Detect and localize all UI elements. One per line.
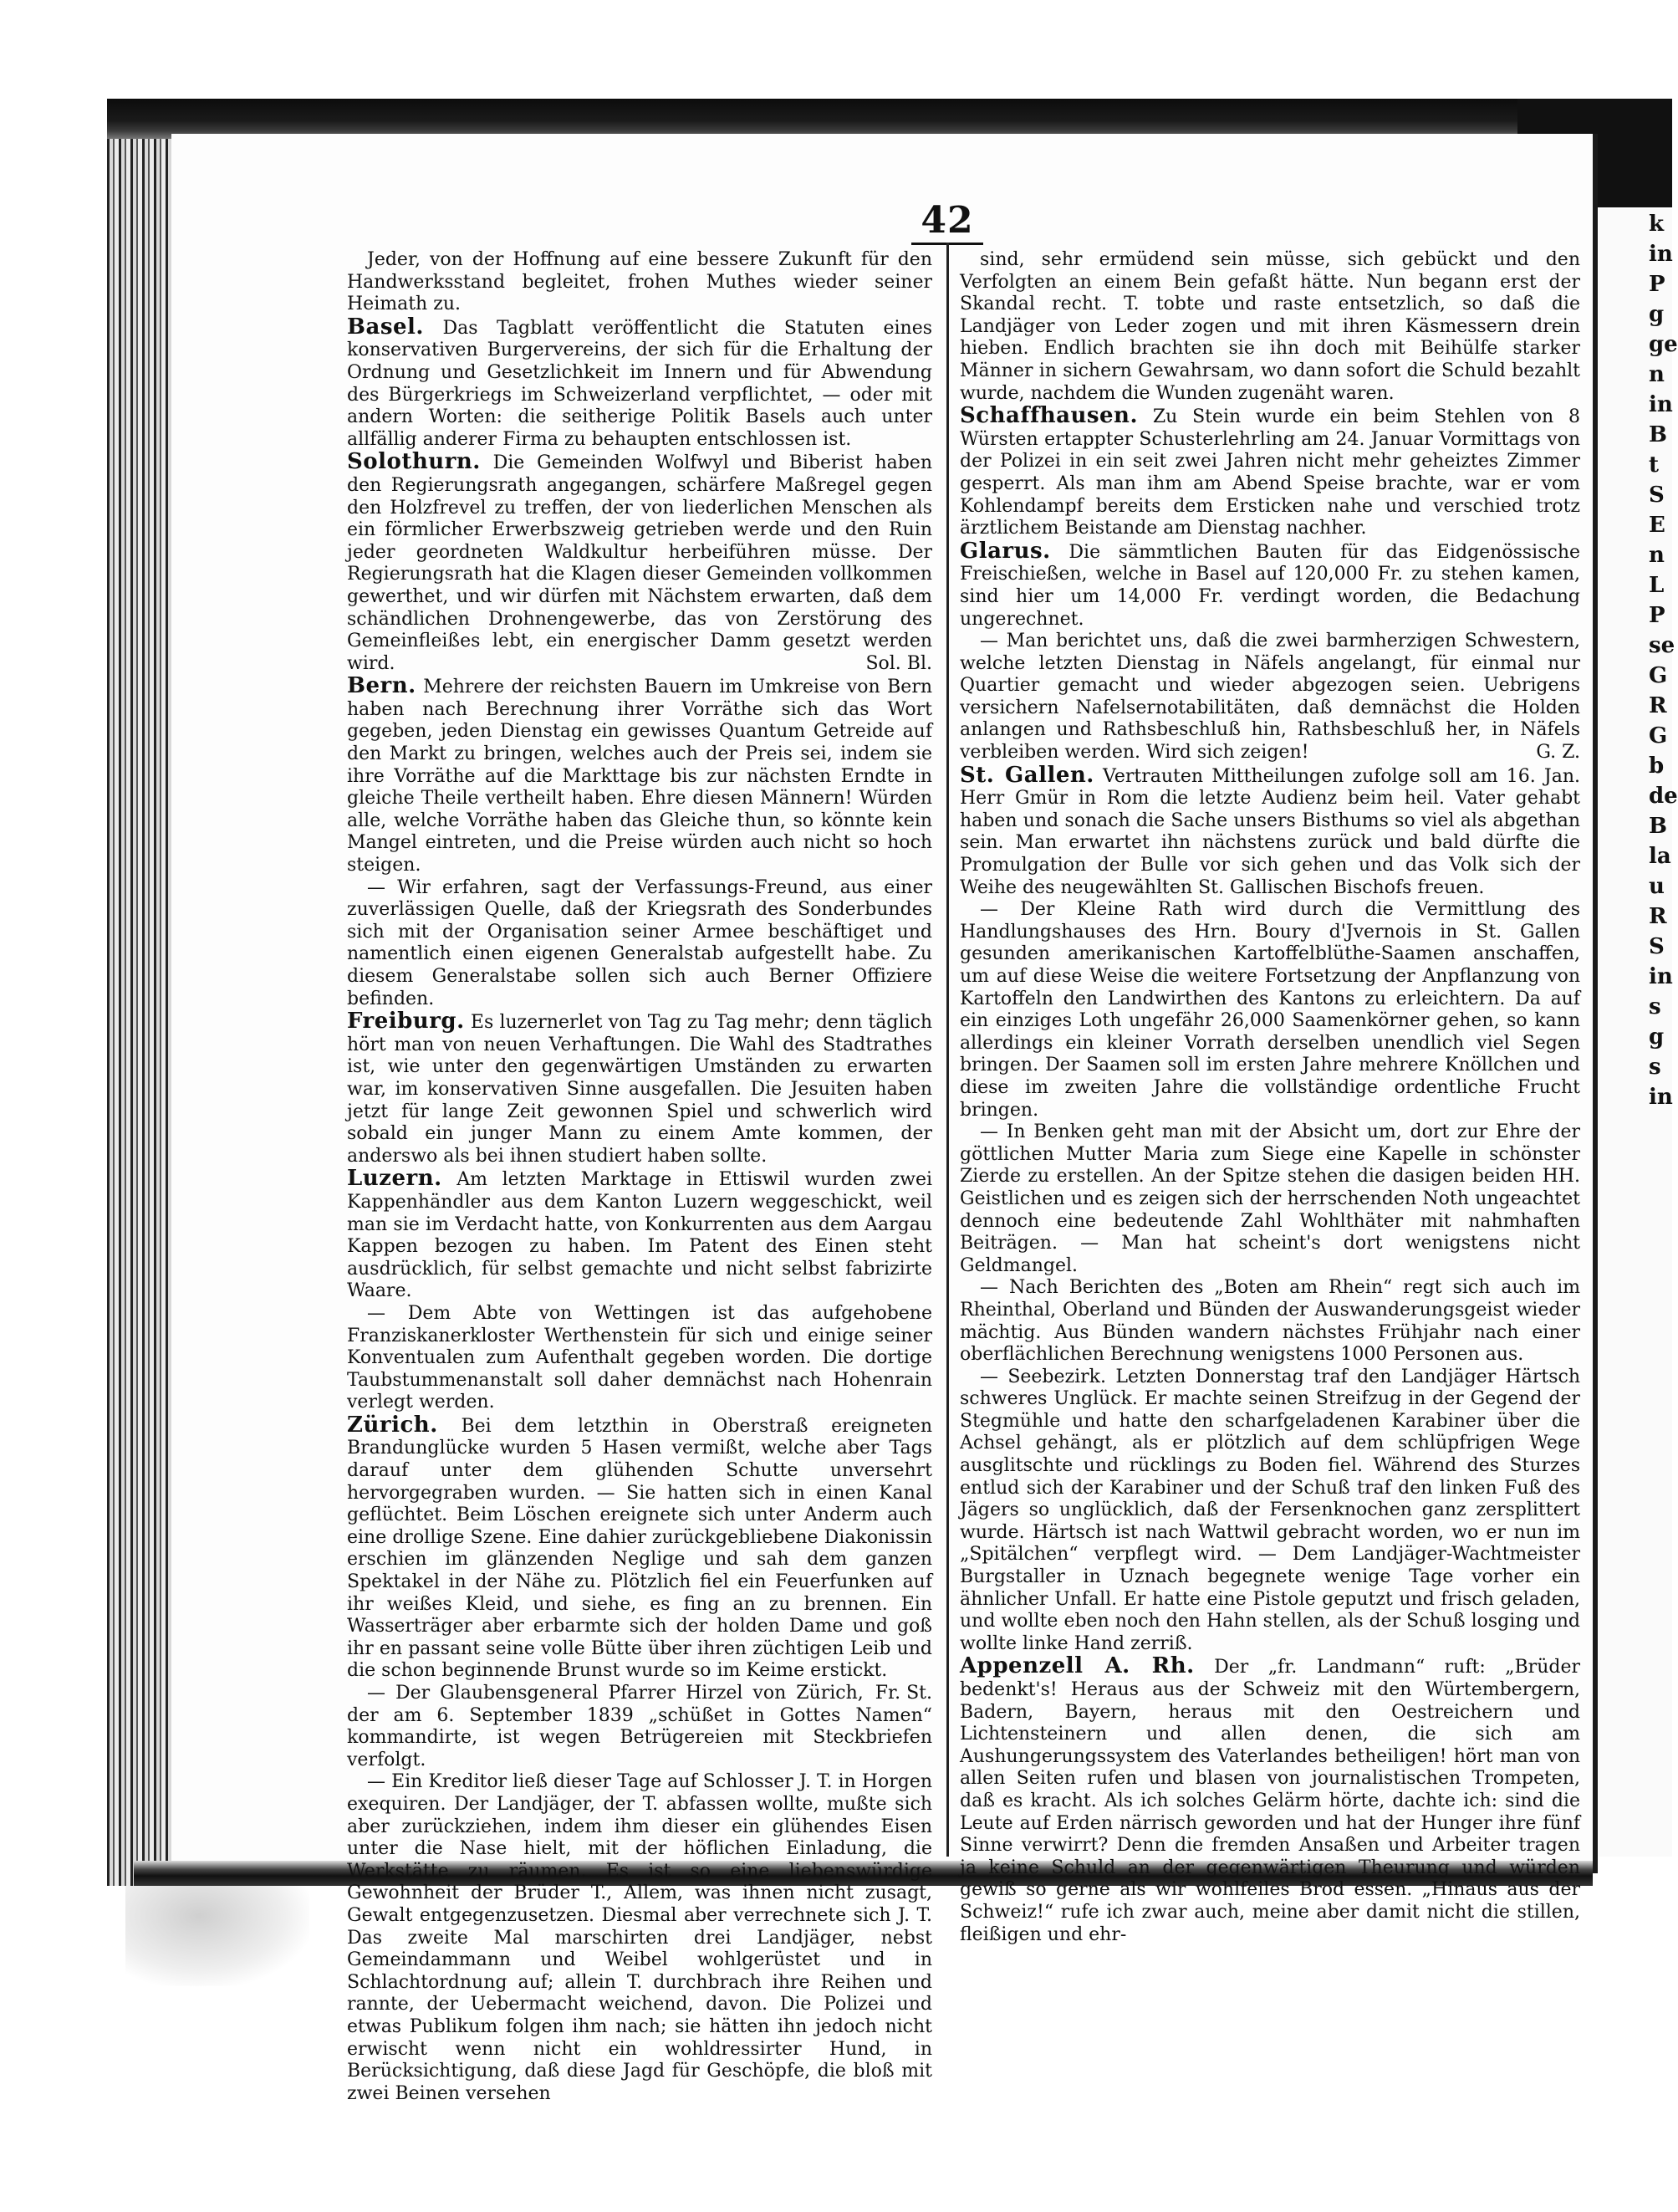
article-heading: Zürich. (347, 1412, 438, 1438)
article-zuerich2 (347, 1683, 932, 1771)
adjacent-page-text: g (1649, 1024, 1665, 1050)
article-text: — Ein Kreditor ließ dieser Tage auf Schlosser J. T. in Horgen exequiren. Der Landjäger, der T. abfassen wollte, mußte sich aber zurückziehen, indem ihm dieser ein glühendes Eisen unter die Nase hielt, mit der höflichen Einladung, die Werkstätte zu räumen. Es ist so eine liebenswürdige Gewohnheit der Brüder T., Allem, was ihnen nicht zusagt, Gewalt entgegenzusetzen. Diesmal aber verrechnete sich J. T. Das zweite Mal marschirten drei Landjäger, nebst Gemeindammann und Weibel wohlgerüstet und in Schlachtordnung auf; allein T. durchbrach ihre Reihen und rannte, der Uebermacht weichend, davon. Die Polizei und etwas Publikum folgen ihm nach; sie hätten ihn jedoch nicht erwischt wenn nicht ein wohldressirter Hund, in Berücksichtigung, daß diese Jagd für Geschöpfe, die bloß mit zwei Beinen versehen (347, 1771, 932, 2104)
article-text: Mehrere der reichsten Bauern im Umkreise von Bern haben nach Berechnung ihrer Vorräthe sich das Wort gegeben, jeden Dienstag ein gewisses Quantum Getreide auf den Markt zu bringen, welches auch der Preis sei, indem sie ihre Vorräthe auf die Markttage bis zur nächsten Erndte in gleiche Theile vertheilt haben. Ehre diesen Männern! Würden alle, welche Vorräthe haben das Gleiche thun, so könnte kein Mangel eintreten, und die Preise würden auch nicht so hoch steigen. (347, 677, 933, 876)
article-heading: Freiburg. (347, 1009, 465, 1034)
adjacent-page-text: in (1649, 964, 1673, 989)
adjacent-page-text: P (1649, 272, 1665, 297)
article-heading: Basel. (347, 314, 424, 340)
article-text: — Der Kleine Rath wird durch die Vermittlung des Handlungshauses des Hrn. Boury d'Jvernois in St. Gallen gesunden amerikanischen Kartoffelblüthe-Saamen anschaffen, um auf diese Weise die weitere Fortsetzung der Anpflanzung von Kartoffeln den Landwirthen des Kantons zu erleichtern. Da auf ein einziges Loth ungefähr 26,000 Saamenkörner gehen, so kann allerdings ein kleiner Vorrath derselben unendlich viel Segen bringen. Der Saamen soll im ersten Jahre mehrere Knöllchen und diese im zweiten Jahre die vollständige ordentliche Frucht bringen. (960, 899, 1580, 1121)
article-freiburg (347, 1010, 932, 1167)
adjacent-page-text: in (1649, 242, 1673, 267)
adjacent-page-text: R (1649, 904, 1667, 929)
article-luzern2 (347, 1303, 932, 1414)
adjacent-page-text: la (1649, 844, 1671, 869)
page-number: 42 (921, 199, 974, 242)
article-text: — Wir erfahren, sagt der Verfassungs-Freund, aus einer zuverlässigen Quelle, daß der Kriegsrath des Sonderbundes sich mit der Organisation seiner Armee beschäftiget und namentlich einen eigenen Generalstab aufgestellt habe. Zu diesem Generalstabe sollen sich auch Berner Offiziere befinden. (347, 876, 932, 1009)
book-spine-edge (107, 99, 174, 1888)
article-text: — Dem Abte von Wettingen ist das aufgehobene Franziskanerkloster Werthenstein für sich und einige seiner Konventualen zum Aufenthalt gegeben worden. Die dortige Taubstummenanstalt soll daher demnächst nach Hohenrain verlegt werden. (347, 1302, 932, 1413)
article-glarus2 (960, 631, 1580, 764)
adjacent-page-text: S (1649, 934, 1665, 959)
article-text: — Man berichtet uns, daß die zwei barmherzigen Schwestern, welche letzten Dienstag in Näfels angelangt, für einmal nur Quartier gemacht und wieder abgezogen seien. Uebrigens versichern Nafelsernotabilitäten, daß demnächst die Holden anlangen und Rathsbeschluß hin, Rathsbeschluß her, in Näfels verbleiben werden. Wird sich zeigen! (960, 631, 1580, 764)
article-text: Es luzernerlet von Tag zu Tag mehr; denn täglich hört man von neuen Verhaftungen. Die Wahl des Stadtrathes ist, wie unter den gegenwärtigen Umständen zu erwarten war, im konservativen Sinne ausgefallen. Die Jesuiten haben jetzt für lange Zeit gewonnen Spiel und schwerlich wird sobald ein junger Mann zu einem Amte kommen, der anderswo als bei ihnen studiert haben sollte. (347, 1012, 933, 1167)
article-stgallen5 (960, 1367, 1580, 1656)
article-zuerich (347, 1412, 932, 1704)
adjacent-page-text: E (1649, 513, 1665, 538)
article-zuerich3 (347, 1771, 932, 2105)
article-text: Die Gemeinden Wolfwyl und Biberist haben den Regierungsrath angegangen, schärfere Maßregel gegen den Holzfrevel zu treffen, der von liederlichen Menschen als ein förmlicher Erwerbszweig getrieben werde und den Ruin jeder geordneten Waldkultur herbeiführen müsse. Der Regierungsrath hat die Klagen dieser Gemeinden vollkommen gewerthet, und wir dürfen mit Nächstem erwarten, daß dem schändlichen Drohnengewerbe, das von Zerstörung des Gemeinfleißes lebt, ein energischer Damm gesetzt werden wird. (347, 452, 932, 674)
article-signature: G. Z. (1536, 742, 1580, 764)
article-text: sind, sehr ermüdend sein müsse, sich gebückt und den Verfolgten an einem Bein gefaßt hätte. Nun begann erst der Skandal recht. T. tobte und raste entsetzlich, so daß die Landjäger von Leder zogen und mit ihren Käsmessern drein hieben. Endlich brachten sie ihn doch mit Beihülfe starker Männer in sichern Gewahrsam, wo dann sofort die Schuld bezahlt wurde, nachdem die Wunden zugenäht waren. (960, 249, 1580, 404)
article-stgallen (960, 764, 1580, 900)
article-heading: Bern. (347, 673, 416, 699)
article-lead (347, 249, 932, 316)
adjacent-page-text: u (1649, 874, 1665, 899)
article-solothurn (347, 451, 932, 675)
article-heading: Glarus. (960, 538, 1051, 564)
article-heading: Solothurn. (347, 449, 481, 475)
article-bern (347, 675, 932, 876)
article-appenzell (960, 1655, 1580, 1946)
article-basel (347, 316, 932, 452)
article-text: Jeder, von der Hoffnung auf eine bessere Zukunft für den Handwerksstand begleitet, frohen Muthes wieder seiner Heimath zu. (347, 249, 932, 315)
left-column (347, 249, 932, 2105)
article-text: Vertrauten Mittheilungen zufolge soll am 16. Jan. Herr Gmür in Rom die letzte Audienz beim heil. Vater gehabt haben und sonach die Sache unsers Bisthums so viel als abgethan sein. Man erwartet ihn nächstens zurück und bald dürfte die Promulgation der Bulle vor sich gehen und das Volk sich der Weihe des neugewählten St. Gallischen Bischofs freuen. (960, 765, 1580, 898)
adjacent-page-text: L (1649, 573, 1665, 598)
adjacent-page-text: s (1649, 994, 1661, 1019)
adjacent-page-text: se (1649, 633, 1675, 658)
adjacent-page-text: in (1649, 392, 1673, 417)
article-signature: Sol. Bl. (865, 652, 932, 674)
adjacent-page-text: B (1649, 422, 1667, 447)
adjacent-page-text: s (1649, 1055, 1661, 1080)
article-cont (960, 249, 1580, 405)
article-text: Die sämmtlichen Bauten für das Eidgenössische Freischießen, welche in Basel auf 120,000 Fr. zu stehen kamen, sind hier um 14,000 Fr. verdingt worden, die Bedachung ungerechnet. (960, 541, 1581, 630)
article-heading: Appenzell A. Rh. (960, 1653, 1195, 1679)
adjacent-page-text: b (1649, 754, 1665, 779)
adjacent-page-text: R (1649, 693, 1667, 718)
article-text: — Nach Berichten des „Boten am Rhein“ regt sich auch im Rheinthal, Oberland und Bünden der Auswanderungsgeist wieder mächtig. Aus Bünden wandern nächstes Frühjahr nach einer oberflächlichen Berechnung wenigstens 1000 Personen aus. (960, 1277, 1580, 1366)
article-text: Am letzten Marktage in Ettiswil wurden zwei Kappenhändler aus dem Kanton Luzern weggeschickt, weil man sie im Verdacht hatte, von Konkurrenten aus dem Aargau Kappen bezogen zu haben. Im Patent des Einen steht ausdrücklich, für selbst gemachte und nicht selbst fabrizirte Waare. (347, 1169, 933, 1302)
adjacent-page-text: B (1649, 814, 1667, 839)
page-right-edge (1593, 134, 1598, 1873)
article-signature: Fr. St. (875, 1683, 932, 1704)
adjacent-page-text: n (1649, 543, 1665, 568)
adjacent-page-text: g (1649, 302, 1665, 327)
article-text: Das Tagblatt veröffentlicht die Statuten eines konservativen Burgervereins, der sich für die Erhaltung der Ordnung und Gesetzlichkeit im Innern und für Abwendung des Bürgerkriegs im Schweizerland verpflichtet, — oder mit andern Worten: die seitherige Politik Basels auch unter allfällig anderer Firma zu behaupten entschlossen ist. (347, 317, 933, 450)
right-column (960, 249, 1580, 1946)
article-heading: Schaffhausen. (960, 403, 1139, 429)
article-stgallen2 (960, 899, 1580, 1121)
article-text: — Der Glaubensgeneral Pfarrer Hirzel von Zürich, der am 6. September 1839 „schüßet in Gottes Namen“ kommandirte, ist wegen Betrügereien mit Steckbriefen verfolgt. (347, 1683, 932, 1770)
adjacent-page-text: P (1649, 603, 1665, 628)
column-divider (946, 243, 949, 1857)
article-luzern (347, 1167, 932, 1303)
adjacent-page-text: t (1649, 452, 1660, 478)
adjacent-page-text: k (1649, 212, 1665, 237)
article-text: Bei dem letzthin in Oberstraß ereigneten Brandunglücke wurden 5 Hasen vermißt, welche aber Tags darauf unter dem glühenden Schutte unversehrt hervorgegraben wurden. — Sie hatten sich in einen Kanal geflüchtet. Beim Löschen ereignete sich unter Anderm auch eine drollige Szene. Eine dahier zurückgebliebene Diakonissin erschien im glänzenden Neglige und sah dem ganzen Spektakel in der Nähe zu. Plötzlich fiel ein Feuerfunken auf ihr weißes Kleid, und siehe, es fing an zu brennen. Ein Wasserträger aber erbarmte sich der holden Dame und goß ihr en passant seine volle Bütte über ihren züchtigen Leib und die schon beginnende Brunst wurde so im Keime erstickt. (347, 1415, 932, 1682)
adjacent-page-text: G (1649, 723, 1668, 748)
scan-top-shadow (107, 99, 1654, 139)
article-heading: St. Gallen. (960, 762, 1094, 788)
adjacent-page-text: in (1649, 1085, 1673, 1110)
adjacent-page-text: S (1649, 483, 1665, 508)
adjacent-page-text: de (1649, 784, 1678, 809)
adjacent-page-fragment (1599, 209, 1678, 1857)
article-stgallen4 (960, 1277, 1580, 1366)
article-bern2 (347, 877, 932, 1011)
article-glarus (960, 540, 1580, 631)
adjacent-page-text: ge (1649, 332, 1678, 357)
article-stgallen3 (960, 1121, 1580, 1277)
adjacent-page-text: G (1649, 663, 1668, 688)
article-heading: Luzern. (347, 1166, 442, 1192)
adjacent-page-text: n (1649, 362, 1665, 387)
scan-smudge (125, 1886, 309, 1986)
article-schaffhausen (960, 405, 1580, 540)
article-text: — In Benken geht man mit der Absicht um, dort zur Ehre der göttlichen Mutter Maria zum Siege eine Kapelle in schönster Zierde zu erstellen. An der Spitze stehen die dasigen beiden HH. Geistlichen und es zeigen sich der herrschenden Noth ungeachtet dennoch eine bedeutende Zahl Wohlthäter mit nahmhaften Beiträgen. — Man hat scheint's dort wenigstens nicht Geldmangel. (960, 1121, 1580, 1276)
article-text: — Seebezirk. Letzten Donnerstag traf den Landjäger Härtsch schweres Unglück. Er machte seinen Streifzug in der Gegend der Stegmühle und hatte den scharfgeladenen Karabiner über die Achsel gehängt, als er plötzlich auf dem schlüpfrigen Wege ausglitschte und rücklings zu Boden fiel. Während des Sturzes entlud sich der Karabiner und der Schuß traf den linken Fuß des Jägers so unglücklich, daß der Fersenknochen ganz zersplittert wurde. Härtsch ist nach Wattwil gebracht worden, wo er nun im „Spitälchen“ verpflegt wird. — Dem Landjäger-Wachtmeister Burgstaller in Uznach begegnete wenige Tage vorher ein ähnlicher Unfall. Er hatte eine Pistole geputzt und frisch geladen, und wollte eben noch den Hahn stellen, als der Schuß losging und wollte linke Hand zerriß. (960, 1366, 1580, 1654)
article-text: Der „fr. Landmann“ ruft: „Brüder bedenkt's! Heraus aus der Schweiz mit den Würtembergern, Badern, Bayern, heraus mit den Oestreichern und Lichtensteinern und allen denen, die sich am Aushungerungssystem des Vaterlandes betheiligen! hört man von allen Seiten rufen und blasen von journalistischen Trompeten, daß es kracht. Als ich solches Gelärm hörte, dachte ich: sind die Leute auf Erden närrisch geworden und hat der Hunger ihre fünf Sinne verwirrt? Denn die fremden Ansaßen und Arbeiter tragen ja keine Schuld an der gegenwärtigen Theurung und würden gewiß so gerne als wir wohlfeiles Brod essen. „Hinaus aus der Schweiz!“ rufe ich zwar auch, meine aber damit nicht die stillen, fleißigen und ehr- (960, 1657, 1580, 1945)
article-text: Zu Stein wurde ein beim Stehlen von 8 Würsten ertappter Schusterlehrling am 24. Januar Vormittags von der Polizei in ein seit zwei Jahren nicht mehr geheiztes Zimmer gesperrt. Als man ihm am Abend Speise brachte, war er vom Kohlendampf bereits dem Ersticken nahe und verschied trotz ärztlichem Beistande am Dienstag nachher. (960, 406, 1580, 539)
